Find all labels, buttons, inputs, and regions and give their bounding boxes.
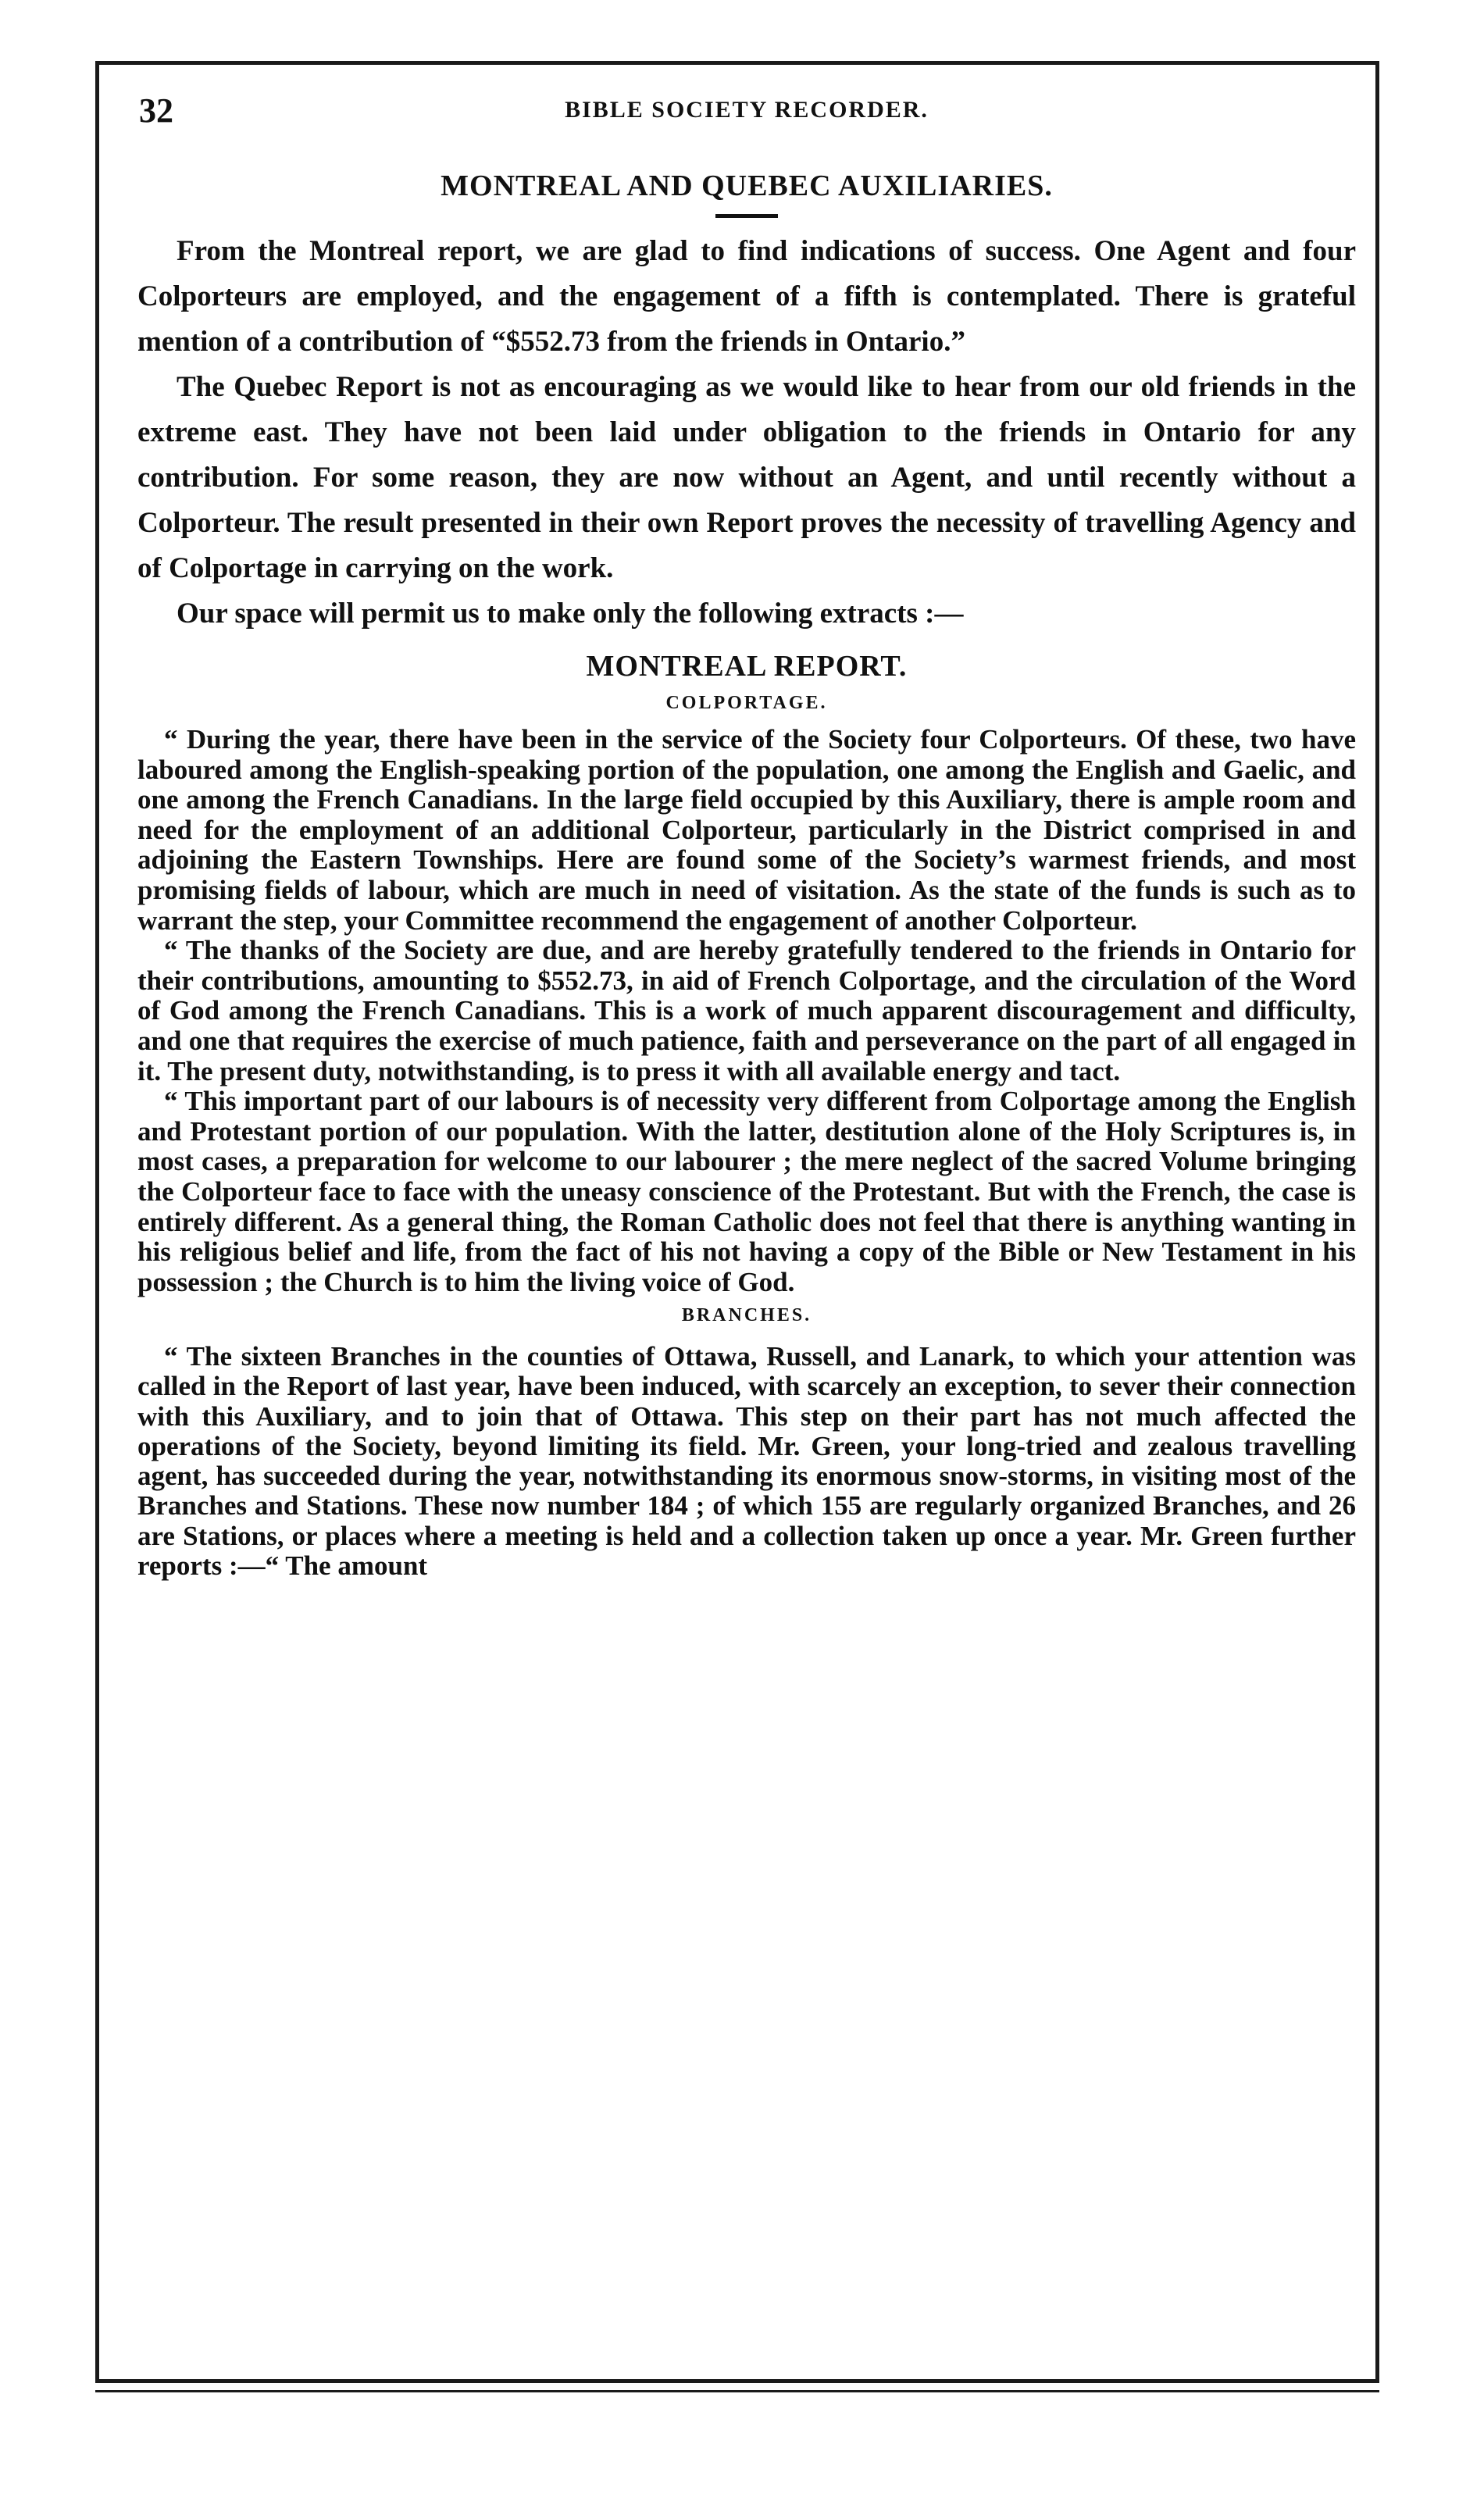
page-content xyxy=(137,86,1356,1581)
branches-paragraph: “ The sixteen Branches in the counties of Ottawa, Russell, and Lanark, to which your attention was called in the Report of last year, have been induced, with scarcely an exception, to sever their connection with this Auxiliary, and to join that of Ottawa. This step on their part has not much affected the operations of the Society, beyond limiting its field. Mr. Green, your long-tried and zealous travelling agent, has succeeded during the year, notwithstanding its enormous snow-storms, in visiting most of the Branches and Stations. These now number 184 ; of which 155 are regularly organized Branches, and 26 are Stations, or places where a meeting is held and a collection taken up once a year. Mr. Green further reports :—“ The amount xyxy=(137,1341,1356,1581)
colportage-section xyxy=(137,725,1356,1297)
journal-title: BIBLE SOCIETY RECORDER. xyxy=(565,97,929,123)
colportage-paragraph: “ The thanks of the Society are due, and are hereby gratefully tendered to the friends in Ontario for their contributions, amounting to $552.73, in aid of French Colportage, and the circulation of the Word of God among the French Canadians. This is a work of much apparent discouragement and difficulty, and one that requires the exercise of much patience, faith and perseverance on the part of all engaged in it. The present duty, notwithstanding, is to press it with all available energy and tact. xyxy=(137,935,1356,1086)
intro-paragraph: From the Montreal report, we are glad to find indications of success. One Agent and four Colporteurs are employed, and the engagement of a fifth is contemplated. There is grateful mention of a contribution of “$552.73 from the friends in Ontario.” xyxy=(137,235,1356,358)
section-heading-colportage: COLPORTAGE. xyxy=(665,693,828,713)
intro-section xyxy=(137,229,1356,637)
report-title: MONTREAL REPORT. xyxy=(586,650,908,683)
bottom-rule xyxy=(95,2390,1379,2392)
colportage-paragraph: “ This important part of our labours is of necessity very different from Colportage among the English and Protestant portion of our population. With the latter, destitution alone of the Holy Scriptures is, in most cases, a preparation for welcome to our labourer ; the mere neglect of the sacred Volume bringing the Colporteur face to face with the uneasy conscience of the Protestant. But with the French, the case is entirely different. As a general thing, the Roman Catholic does not feel that there is anything wanting in his religious belief and life, from the fact of his not having a copy of the Bible or New Testament in his possession ; the Church is to him the living voice of God. xyxy=(137,1086,1356,1297)
title-rule xyxy=(715,214,778,218)
section-heading-branches: BRANCHES. xyxy=(681,1305,812,1326)
branches-section xyxy=(137,1342,1356,1581)
article-title: MONTREAL AND QUEBEC AUXILIARIES. xyxy=(441,169,1053,202)
intro-paragraph: Our space will permit us to make only the following extracts :— xyxy=(177,598,964,630)
running-head xyxy=(137,86,1356,148)
intro-paragraph: The Quebec Report is not as encouraging as we would like to hear from our old friends in the extreme east. They have not been laid under obligation to the friends in Ontario for any contribution. For some reason, they are now without an Agent, and until recently without a Colporteur. The result presented in their own Report proves the necessity of travelling Agency and of Colportage in carrying on the work. xyxy=(137,371,1356,584)
montreal-report xyxy=(137,649,1356,1581)
colportage-paragraph: “ During the year, there have been in the service of the Society four Colporteurs. Of these, two have laboured among the English-speaking portion of the population, one among the English and Gaelic, and one among the French Canadians. In the large field occupied by this Auxiliary, there is ample room and need for the employment of an additional Colporteur, particularly in the District comprised in and adjoining the Eastern Townships. Here are found some of the Society’s warmest friends, and most promising fields of labour, which are much in need of visitation. As the state of the funds is such as to warrant the step, your Committee recommend the engagement of another Colporteur. xyxy=(137,724,1356,936)
page-number: 32 xyxy=(139,91,173,130)
